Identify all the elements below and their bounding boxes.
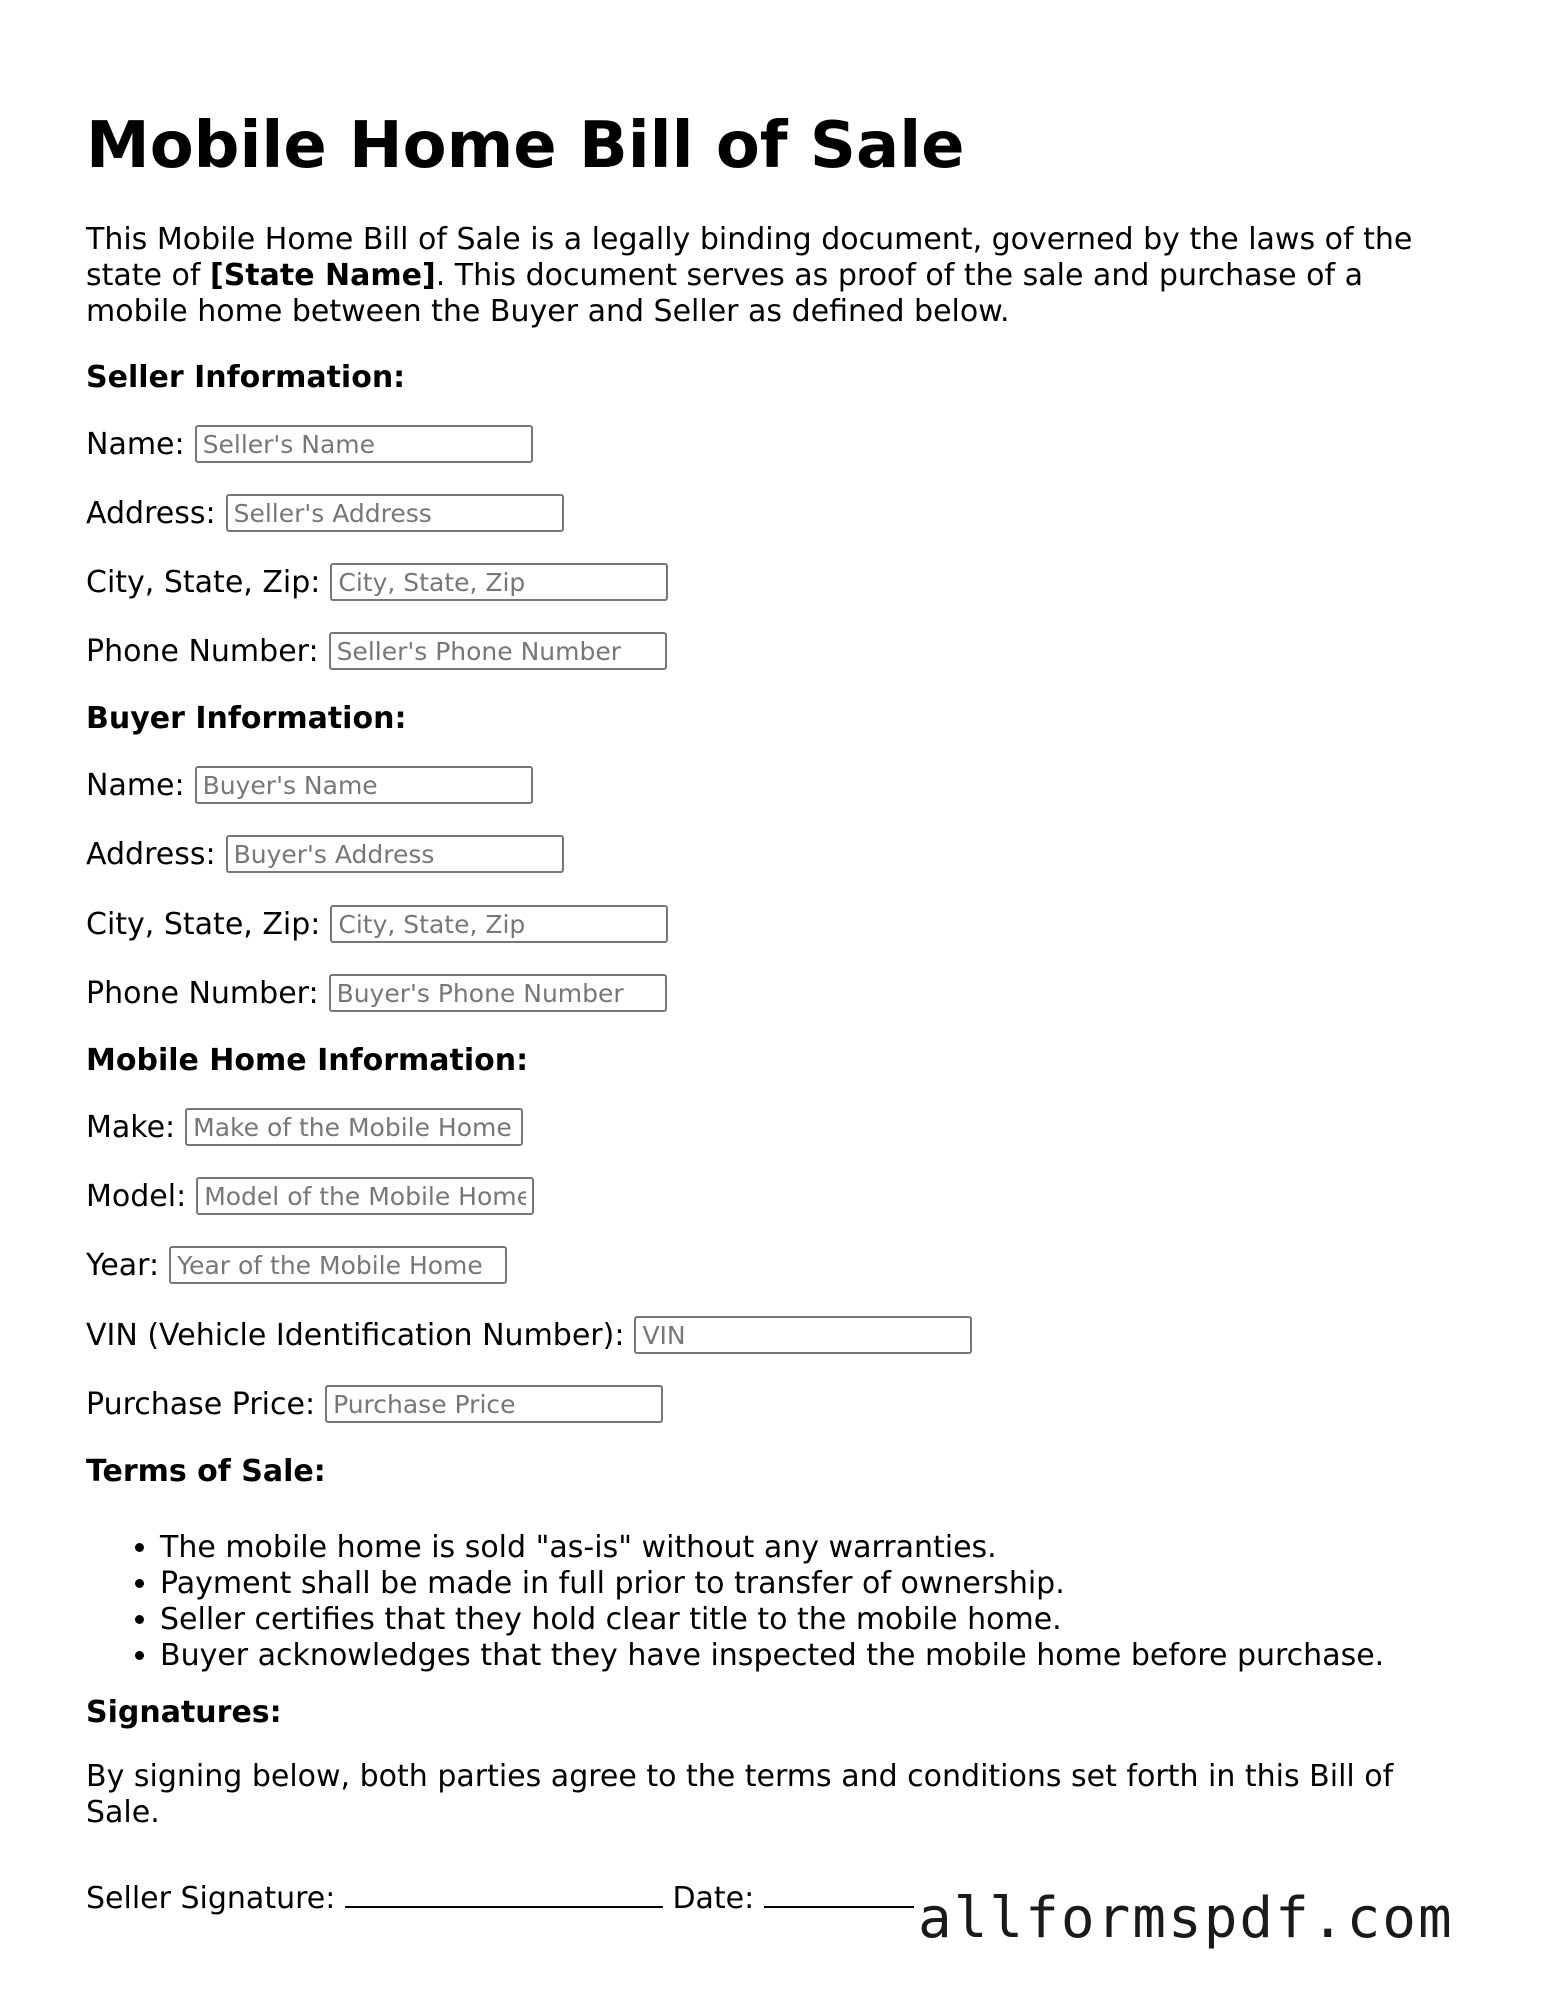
seller-city-state-zip-row bbox=[86, 562, 668, 602]
buyer-address-input[interactable] bbox=[226, 835, 564, 873]
seller-phone-input[interactable] bbox=[329, 632, 667, 670]
date-label: Date: bbox=[672, 1881, 755, 1916]
signatures-statement: By signing below, both parties agree to the terms and conditions set forth in this Bill of Sale. bbox=[86, 1759, 1394, 1830]
terms-list-item: • The mobile home is sold "as-is" without any warranties. bbox=[160, 1530, 1384, 1566]
seller-city-state-zip-label: City, State, Zip: bbox=[86, 564, 321, 600]
buyer-name-input[interactable] bbox=[195, 766, 533, 804]
home-make-row bbox=[86, 1107, 523, 1147]
home-model-input[interactable] bbox=[196, 1177, 534, 1215]
intro-text-after: . This document serves as proof of the sale and purchase of a mobile home between the Buyer and Seller as defined below. bbox=[86, 258, 1363, 329]
buyer-phone-label: Phone Number: bbox=[86, 975, 319, 1011]
terms-list-item: • Seller certifies that they hold clear title to the mobile home. bbox=[160, 1602, 1384, 1638]
site-watermark: allformspdf.com bbox=[914, 1886, 1454, 1952]
home-model-row bbox=[86, 1176, 534, 1216]
seller-name-row bbox=[86, 424, 533, 464]
home-year-input[interactable] bbox=[169, 1246, 507, 1284]
home-price-row bbox=[86, 1384, 663, 1424]
buyer-address-label: Address: bbox=[86, 836, 216, 872]
date-blank[interactable] bbox=[764, 1876, 924, 1908]
seller-phone-row bbox=[86, 631, 667, 671]
buyer-phone-input[interactable] bbox=[329, 974, 667, 1012]
buyer-section-heading: Buyer Information: bbox=[86, 701, 407, 736]
buyer-phone-row bbox=[86, 973, 667, 1013]
home-price-label: Purchase Price: bbox=[86, 1386, 316, 1422]
home-vin-input[interactable] bbox=[634, 1316, 972, 1354]
terms-section-heading: Terms of Sale: bbox=[86, 1454, 326, 1489]
home-section-heading: Mobile Home Information: bbox=[86, 1043, 529, 1078]
home-make-input[interactable] bbox=[185, 1108, 523, 1146]
buyer-address-row bbox=[86, 834, 564, 874]
signatures-section-heading: Signatures: bbox=[86, 1695, 282, 1730]
buyer-name-row bbox=[86, 765, 533, 805]
home-make-label: Make: bbox=[86, 1109, 176, 1145]
document-title: Mobile Home Bill of Sale bbox=[86, 109, 965, 183]
home-vin-row bbox=[86, 1315, 972, 1355]
home-year-label: Year: bbox=[86, 1247, 160, 1283]
terms-list-item: • Buyer acknowledges that they have inspected the mobile home before purchase. bbox=[160, 1638, 1384, 1674]
buyer-name-label: Name: bbox=[86, 767, 185, 803]
terms-list bbox=[86, 1530, 1384, 1674]
seller-address-input[interactable] bbox=[226, 494, 564, 532]
buyer-city-state-zip-row bbox=[86, 904, 668, 944]
seller-name-input[interactable] bbox=[195, 425, 533, 463]
buyer-city-state-zip-label: City, State, Zip: bbox=[86, 906, 321, 942]
seller-name-label: Name: bbox=[86, 426, 185, 462]
seller-city-state-zip-input[interactable] bbox=[330, 563, 668, 601]
seller-signature-line bbox=[86, 1876, 924, 1917]
buyer-city-state-zip-input[interactable] bbox=[330, 905, 668, 943]
terms-list-item: • Payment shall be made in full prior to transfer of ownership. bbox=[160, 1566, 1384, 1602]
seller-signature-blank[interactable] bbox=[345, 1876, 663, 1908]
seller-phone-label: Phone Number: bbox=[86, 633, 319, 669]
seller-address-label: Address: bbox=[86, 495, 216, 531]
home-price-input[interactable] bbox=[325, 1385, 663, 1423]
home-model-label: Model: bbox=[86, 1178, 187, 1214]
intro-text-before: This Mobile Home Bill of Sale is a legally binding document, governed by the laws of the state of bbox=[86, 222, 1413, 293]
intro-paragraph bbox=[86, 222, 1426, 330]
state-name-placeholder: [State Name] bbox=[209, 258, 436, 293]
home-year-row bbox=[86, 1245, 507, 1285]
seller-signature-label: Seller Signature: bbox=[86, 1881, 336, 1916]
seller-section-heading: Seller Information: bbox=[86, 360, 406, 395]
home-vin-label: VIN (Vehicle Identification Number): bbox=[86, 1317, 625, 1353]
seller-address-row bbox=[86, 493, 564, 533]
